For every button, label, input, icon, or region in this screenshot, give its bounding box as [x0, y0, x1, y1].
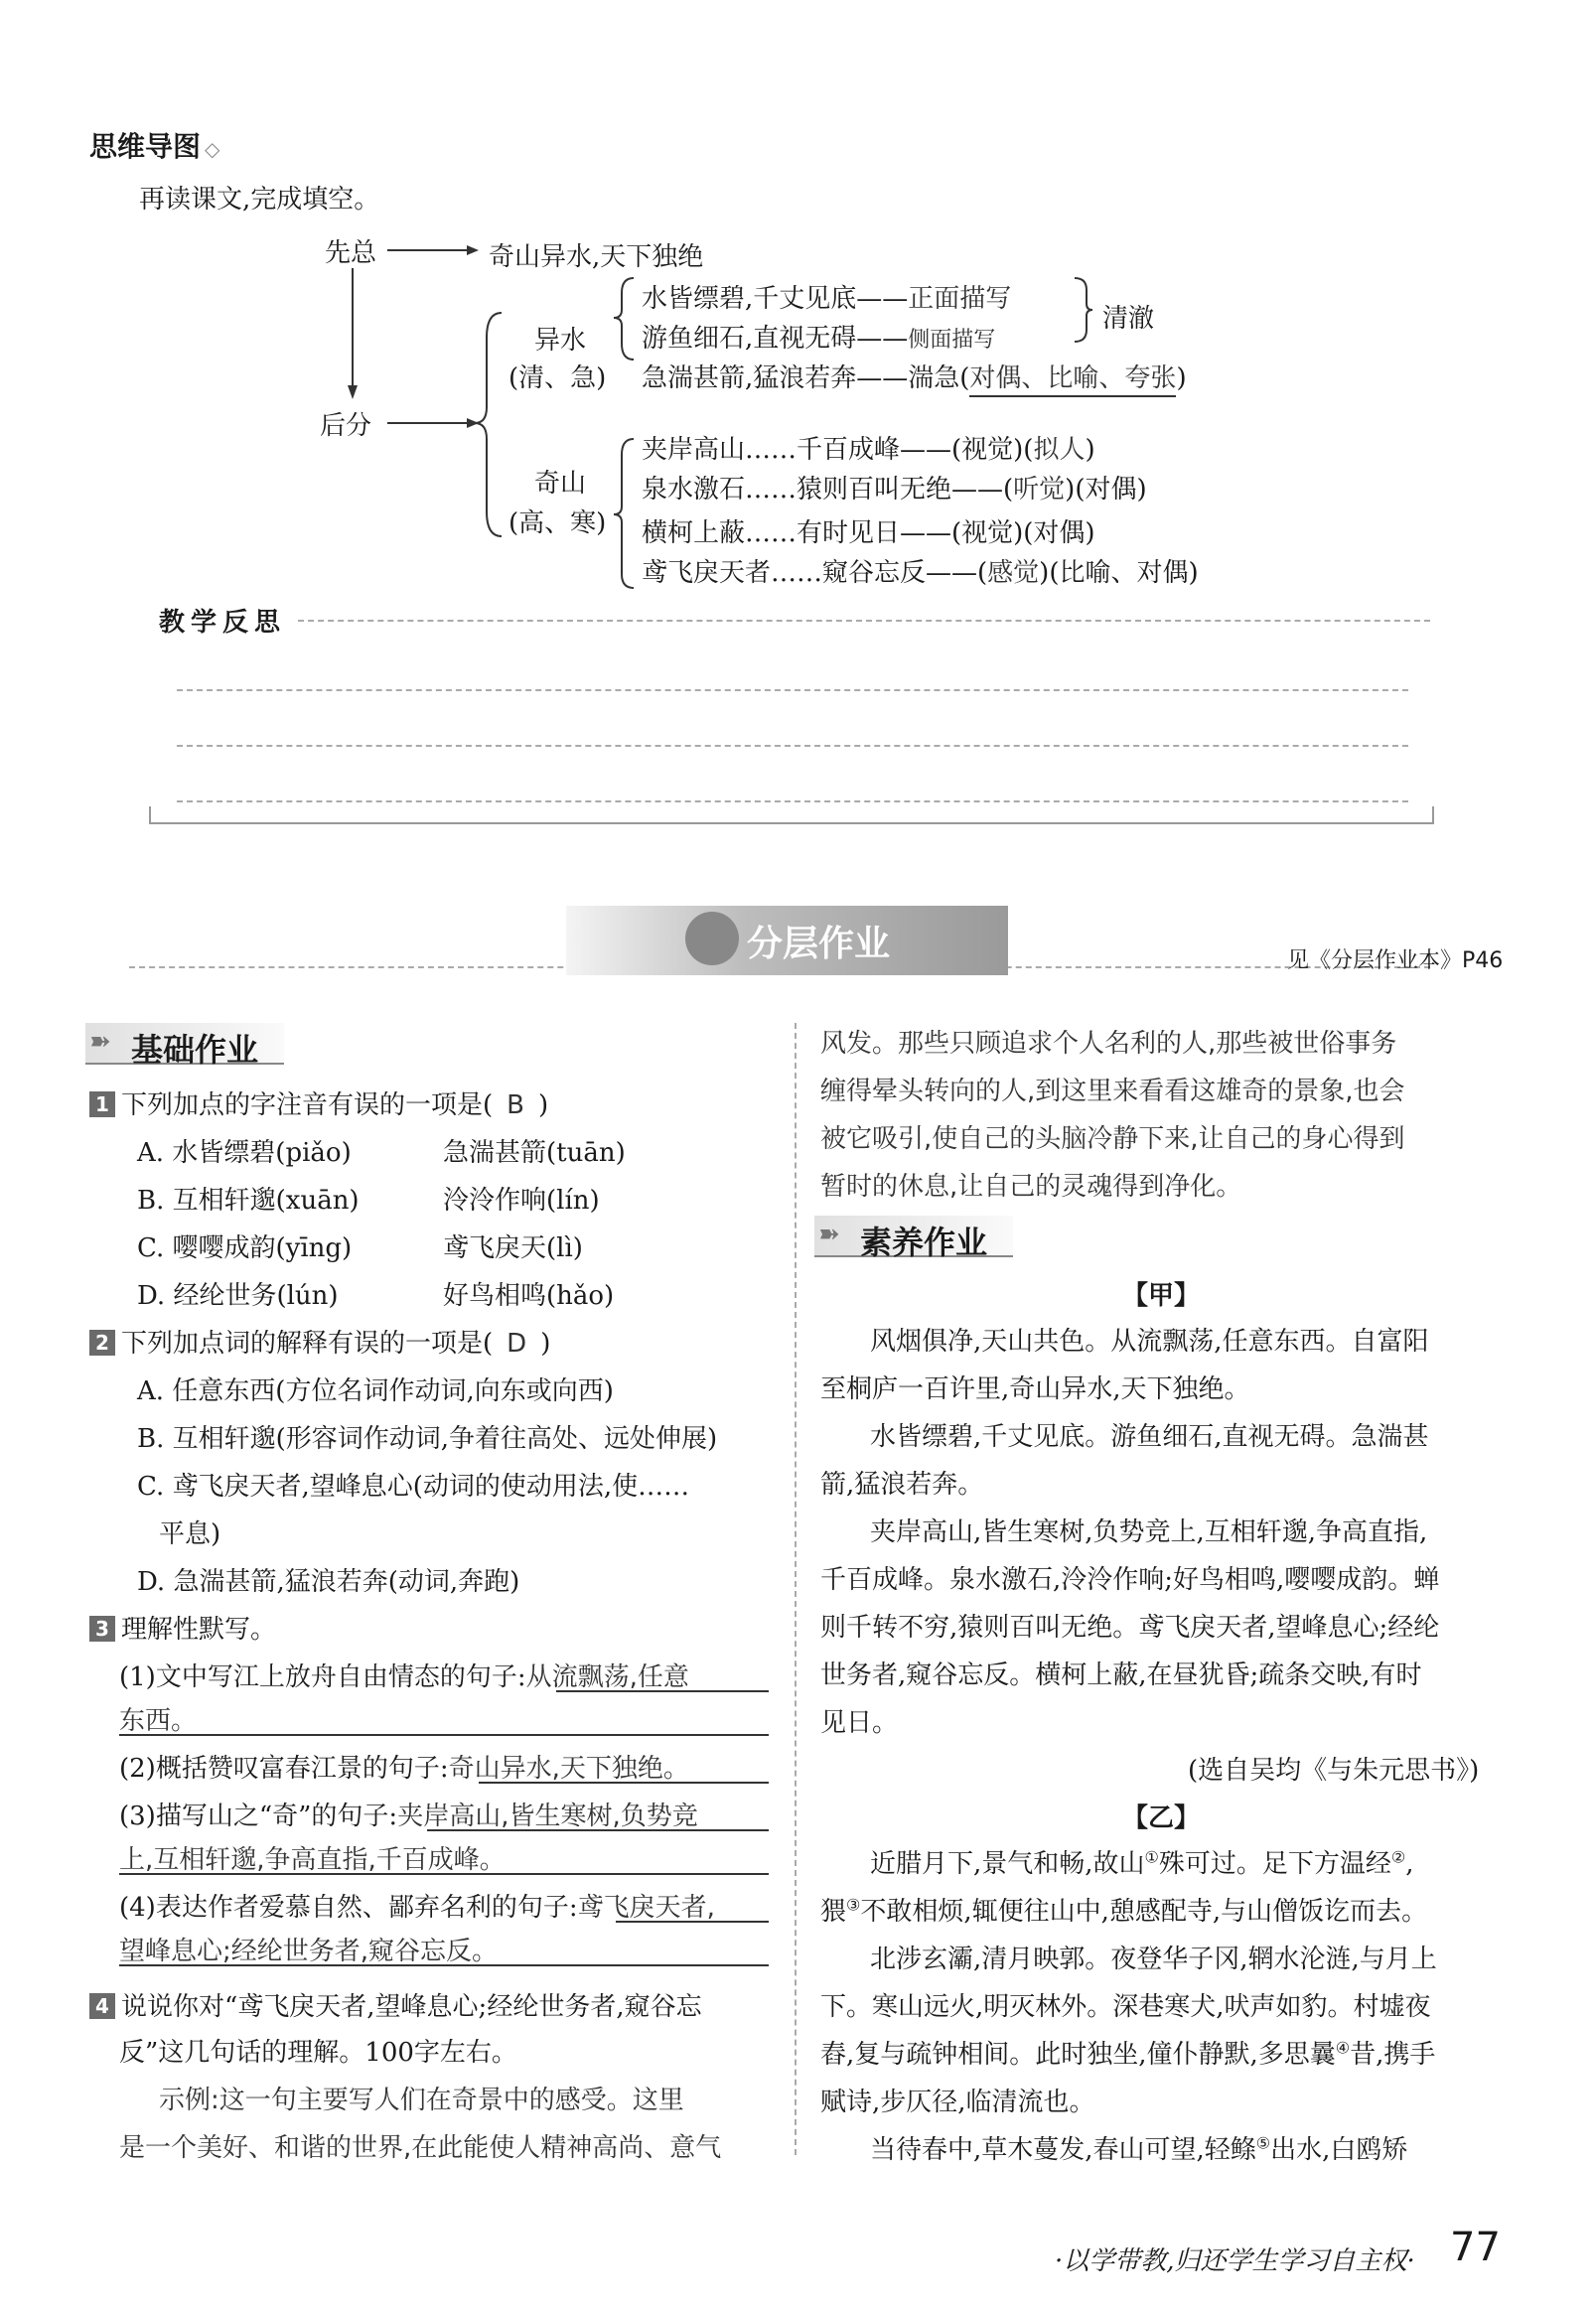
yi-label: 【乙】: [1122, 1803, 1201, 1833]
yi-line-5: 舂,复与疏钟相间。此时独坐,僮仆静默,多思曩④昔,携手: [820, 2038, 1436, 2070]
yi-line-2: 猥③不敢相烦,辄便往山中,憩感配寺,与山僧饭讫而去。: [820, 1895, 1428, 1927]
water-row-1: 水皆缥碧,千丈见底——正面描写: [642, 284, 1012, 314]
yi-line-7: 当待春中,草木蔓发,春山可望,轻鲦⑤出水,白鸥矫: [870, 2133, 1408, 2165]
jia-line-2: 至桐庐一百许里,奇山异水,天下独绝。: [820, 1374, 1250, 1404]
q1-option-c-right: 鸢飞戾天(lì): [443, 1233, 583, 1263]
mindmap-title: 思维导图 ◇: [89, 130, 220, 163]
mountain-row-2: 泉水激石……猿则百叫无绝——(听觉)(对偶): [642, 475, 1147, 505]
q2-option-b: B. 互相轩邈(形容词作动词,争着往高处、远处伸展): [137, 1424, 718, 1454]
q2-option-c: C. 鸢飞戾天者,望峰息心(动词的使动用法,使……: [137, 1472, 690, 1502]
q1-option-b-right: 泠泠作响(lín): [443, 1186, 600, 1216]
yi-line-1: 近腊月下,景气和畅,故山①殊可过。足下方温经②,: [870, 1847, 1414, 1879]
column-divider: [795, 1023, 797, 2155]
q1-option-a-left: A. 水皆缥碧(piǎo): [137, 1138, 352, 1168]
reflection-line-3: [177, 800, 1408, 802]
reflection-divider: [298, 620, 1430, 622]
q3-item-1-line: [556, 1690, 769, 1692]
mountain-row-3: 横柯上蔽……有时见日——(视觉)(对偶): [642, 518, 1095, 548]
q1-option-d-right: 好鸟相鸣(hǎo): [443, 1281, 615, 1311]
arrow-badge-icon: ➽: [818, 1220, 840, 1249]
mountain-row-4: 鸢飞戾天者……窥谷忘反——(感觉)(比喻、对偶): [642, 558, 1199, 588]
q1-option-c-left: C. 嘤嘤成韵(yīng): [137, 1233, 353, 1263]
water-row-2: 游鱼细石,直视无碍——侧面描写: [642, 324, 996, 354]
q4-answer-line-6: 暂时的休息,让自己的灵魂得到净化。: [820, 1172, 1242, 1202]
mountain-row-1: 夹岸高山……千百成峰——(视觉)(拟人): [642, 435, 1095, 465]
q1-option-a-right: 急湍甚箭(tuān): [443, 1138, 626, 1168]
q3-item-2-line: [479, 1782, 769, 1784]
arrow-badge-icon: ➽: [89, 1027, 111, 1057]
q3-item-2: (2)概括赞叹富春江景的句子:奇山异水,天下独绝。: [119, 1754, 689, 1784]
q1-stem: 1 下列加点的字注音有误的一项是( B ): [89, 1084, 548, 1121]
jia-line-1: 风烟俱净,天山共色。从流飘荡,任意东西。自富阳: [870, 1327, 1429, 1357]
page-number: 77: [1450, 2225, 1501, 2270]
jia-source: (选自吴均《与朱元思书》): [1188, 1756, 1480, 1786]
q3-item-3: (3)描写山之“奇”的句子:夹岸高山,皆生寒树,负势竞: [119, 1802, 698, 1831]
q3-item-4-line: [616, 1921, 769, 1923]
q3-item-1-cont-line: [119, 1734, 769, 1736]
footer-slogan: ·以学带教,归还学生学习自主权·: [1055, 2246, 1415, 2276]
q4-answer-line-4: 缠得晕头转向的人,到这里来看看这雄奇的景象,也会: [820, 1077, 1405, 1106]
q2-option-c-cont: 平息): [159, 1519, 221, 1549]
q3-item-3-cont-line: [119, 1873, 769, 1875]
reflection-line-1: [177, 689, 1408, 691]
jia-line-6: 千百成峰。泉水激石,泠泠作响;好鸟相鸣,嘤嘤成韵。蝉: [820, 1565, 1440, 1595]
reflection-line-2: [177, 745, 1408, 747]
yi-line-3: 北涉玄灞,清月映郭。夜登华子冈,辋水沦涟,与月上: [870, 1945, 1437, 1974]
yi-line-6: 赋诗,步仄径,临清流也。: [820, 2088, 1095, 2117]
q2-option-a: A. 任意东西(方位名词作动词,向东或向西): [137, 1376, 614, 1406]
xianzong-text: 奇山异水,天下独绝: [489, 242, 704, 272]
q4-answer-line-1: 示例:这一句主要写人们在奇景中的感受。这里: [159, 2086, 684, 2115]
literacy-title: 素养作业: [860, 1224, 988, 1261]
q4-answer-line-5: 被它吸引,使自己的头脑冷静下来,让自己的身心得到: [820, 1124, 1405, 1154]
q4-stem-2: 反”这几句话的理解。100字左右。: [119, 2038, 517, 2068]
water-row-3: 急湍甚箭,猛浪若奔——湍急(对偶、比喻、夸张): [642, 358, 1187, 394]
yishui-label: 异水: [534, 326, 587, 356]
banner-title: 分层作业: [747, 924, 891, 964]
q1-option-b-left: B. 互相轩邈(xuān): [137, 1186, 360, 1216]
q3-stem: 3 理解性默写。: [89, 1609, 276, 1646]
xianzong-label: 先总: [325, 238, 377, 268]
jia-line-3: 水皆缥碧,千丈见底。游鱼细石,直视无碍。急湍甚: [870, 1422, 1429, 1452]
reflection-box: [149, 806, 1434, 824]
q3-item-4-cont: 望峰息心;经纶世务者,窥谷忘反。: [119, 1937, 499, 1966]
q3-item-4: (4)表达作者爱慕自然、鄙弃名利的句子:鸢飞戾天者,: [119, 1893, 715, 1923]
jia-line-4: 箭,猛浪若奔。: [820, 1470, 984, 1500]
jia-line-5: 夹岸高山,皆生寒树,负势竞上,互相轩邈,争高直指,: [870, 1517, 1428, 1547]
q2-option-d: D. 急湍甚箭,猛浪若奔(动词,奔跑): [137, 1567, 520, 1597]
q4-answer-line-3: 风发。那些只顾追求个人名利的人,那些被世俗事务: [820, 1029, 1397, 1059]
q3-item-3-cont: 上,互相轩邈,争高直指,千百成峰。: [119, 1845, 506, 1875]
q3-item-3-line: [427, 1829, 769, 1831]
q1-option-d-left: D. 经纶世务(lún): [137, 1281, 339, 1311]
q3-item-1: (1)文中写江上放舟自由情态的句子:从流飘荡,任意: [119, 1662, 689, 1692]
yishui-sub: (清、急): [508, 363, 607, 393]
q2-stem: 2 下列加点词的解释有误的一项是( D ): [89, 1323, 550, 1360]
water-bracket-label: 清澈: [1102, 304, 1155, 334]
jia-line-9: 见日。: [820, 1708, 899, 1738]
q4-answer-line-2: 是一个美好、和谐的世界,在此能使人精神高尚、意气: [119, 2133, 722, 2163]
banner-circle-icon: [685, 912, 739, 965]
qishan-label: 奇山: [534, 469, 587, 499]
reflection-title: 教学反思: [159, 608, 287, 638]
jia-line-8: 世务者,窥谷忘反。横柯上蔽,在昼犹昏;疏条交映,有时: [820, 1660, 1422, 1690]
diamond-icon: ◇: [205, 137, 220, 161]
q3-item-4-cont-line: [119, 1964, 769, 1966]
q4-stem-1: 4 说说你对“鸢飞戾天者,望峰息心;经纶世务者,窥谷忘: [89, 1986, 702, 2023]
banner-ref: 见《分层作业本》P46: [1287, 948, 1504, 973]
yi-line-4: 下。寒山远火,明灭林外。深巷寒犬,吠声如豹。村墟夜: [820, 1992, 1431, 2022]
q3-item-1-cont: 东西。: [119, 1706, 198, 1736]
jia-label: 【甲】: [1122, 1281, 1201, 1311]
houfen-label: 后分: [320, 411, 372, 441]
qishan-sub: (高、寒): [508, 508, 607, 538]
jia-line-7: 则千转不穷,猿则百叫无绝。鸢飞戾天者,望峰息心;经纶: [820, 1613, 1440, 1643]
basic-title: 基础作业: [131, 1031, 259, 1069]
mindmap-instruction: 再读课文,完成填空。: [139, 185, 380, 215]
